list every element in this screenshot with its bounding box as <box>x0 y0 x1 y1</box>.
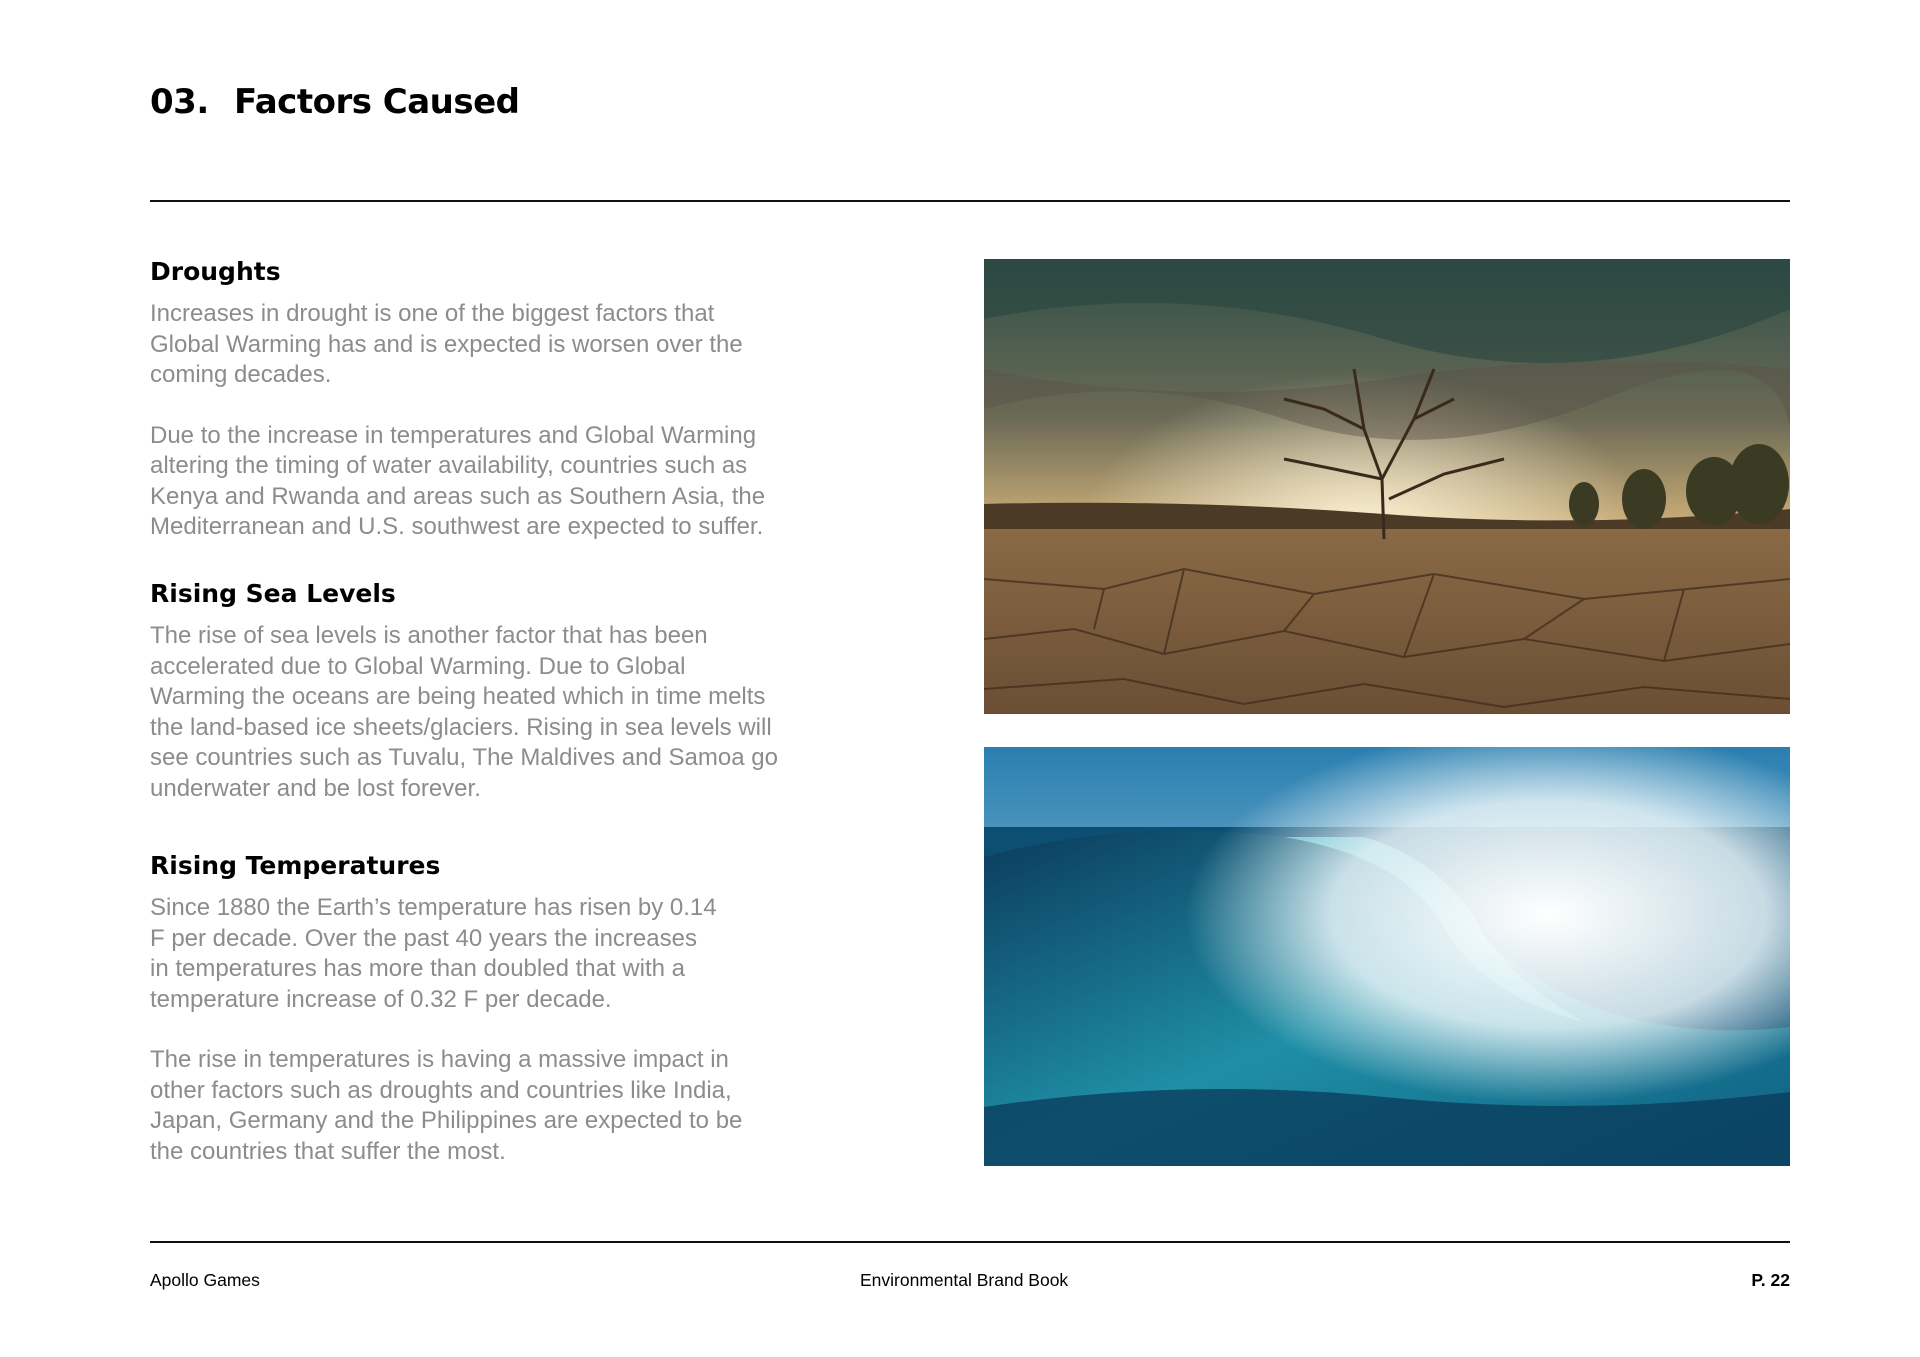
droughts-heading: Droughts <box>150 257 281 286</box>
section-title: Factors Caused <box>234 82 520 122</box>
page-number: P. 22 <box>1751 1270 1790 1290</box>
section-number: 03. <box>150 82 209 122</box>
bottom-divider <box>150 1241 1790 1243</box>
temperatures-paragraph-1: Since 1880 the Earth’s temperature has risen by 0.14 F per decade. Over the past 40 years the increases in temperatures has more than doubled that with a temperature increase of 0.32 F per decade. <box>150 894 717 1013</box>
temperatures-heading: Rising Temperatures <box>150 851 441 880</box>
sea-levels-paragraph: The rise of sea levels is another factor that has been accelerated due to Global Warming. Due to Global Warming the oceans are being heated which in time melts the land-based ice sheets/glaciers. Rising in sea levels will see countries such as Tuvalu, The Maldives and Samoa go underwater and be lost forever. <box>150 622 778 802</box>
temperatures-paragraph-2: The rise in temperatures is having a massive impact in other factors such as droughts and countries like India, Japan, Germany and the Philippines are expected to be the countries that suffer the most. <box>150 1046 743 1165</box>
drought-image <box>984 259 1790 714</box>
wave-image <box>984 747 1790 1166</box>
droughts-section <box>150 257 830 543</box>
droughts-paragraph-2: Due to the increase in temperatures and Global Warming altering the timing of water availability, countries such as Kenya and Rwanda and areas such as Southern Asia, the Mediterranean and U.S. southwest are expected to suffer. <box>150 421 766 540</box>
temperatures-section <box>150 851 830 1167</box>
footer-document-title: Environmental Brand Book <box>860 1270 1069 1290</box>
top-divider <box>150 200 1790 202</box>
droughts-paragraph-1: Increases in drought is one of the biggest factors that Global Warming has and is expected is worsen over the coming decades. <box>150 300 743 388</box>
footer-company: Apollo Games <box>150 1270 260 1290</box>
sea-levels-section <box>150 579 830 804</box>
page-title <box>150 82 520 122</box>
sea-levels-heading: Rising Sea Levels <box>150 579 396 608</box>
